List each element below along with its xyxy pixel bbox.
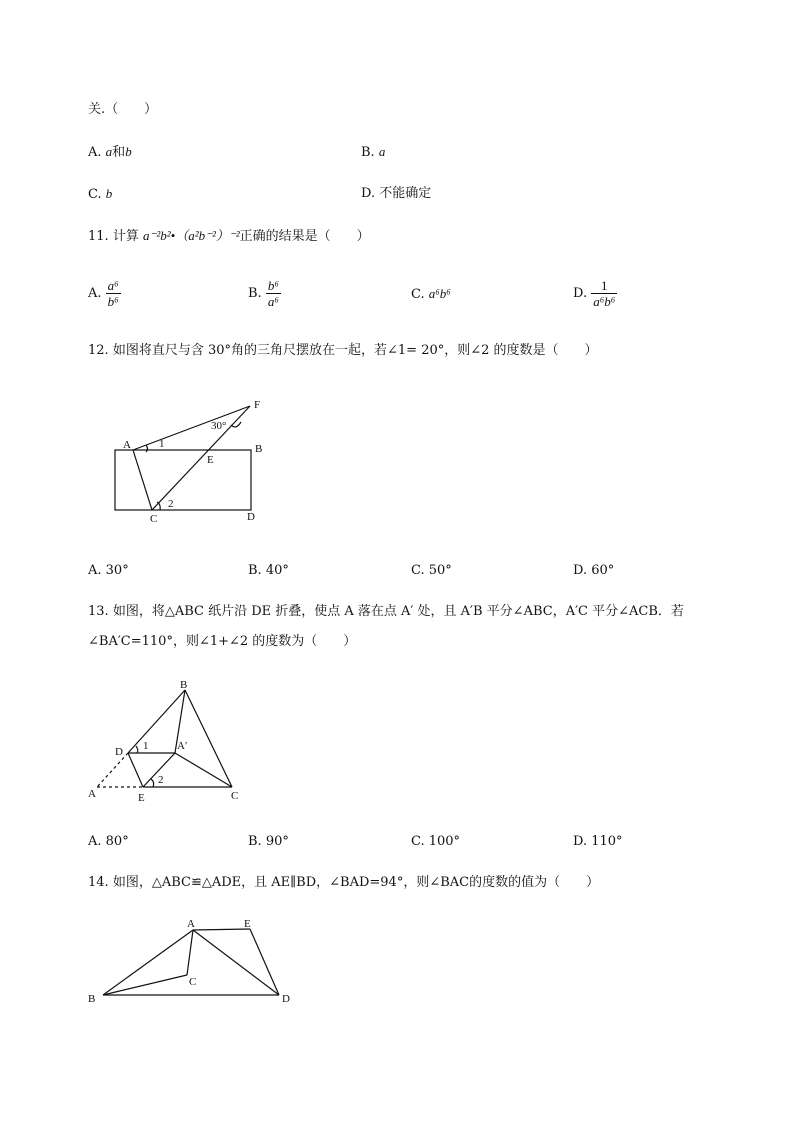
q10-stem-tail: 关.（ ） [88,102,158,117]
q13-option-a[interactable]: A. 80° [88,834,129,849]
label-a: A [88,788,96,800]
segment-ac [187,930,193,975]
q12-option-c[interactable]: C. 50° [411,563,452,578]
q13-stem-line2: ∠BA′C=110°，则∠1+∠2 的度数为（ ） [88,634,357,649]
label-c: C [231,790,239,802]
question-number: 13. [88,604,109,619]
label-1: 1 [143,740,149,752]
question-text: 如图，将△ABC 纸片沿 DE 折叠，使点 A 落在点 A′ 处，且 A′B 平分∠ABC，A′C 平分∠ACB．若 [112,604,684,619]
question-text: 正确的结果是（ ） [239,229,370,244]
label-c: C [189,976,197,988]
label-2: 2 [158,774,164,786]
label-b: B [88,993,96,1005]
label-c: C [150,513,158,525]
segment-ad [193,930,279,995]
segment-ab [103,930,193,995]
question-number: 14. [88,875,109,890]
label-a: A [123,439,131,451]
option-label: C. [411,287,425,302]
question-text: 如图，△ABC≌△ADE，且 AE∥BD，∠BAD=94°，则∠BAC的度数的值为（ ） [112,875,600,890]
q12-option-a[interactable]: A. 30° [88,563,129,578]
question-number: 11. [88,229,109,244]
option-label: D. [573,286,588,301]
option-label: C. [88,187,102,202]
label-a: A [187,918,195,930]
label-d: D [247,511,255,523]
label-30: 30° [211,420,227,432]
q12-option-d[interactable]: D. 60° [573,563,615,578]
option-var: b [105,186,113,201]
numerator: b⁶ [267,278,279,293]
math-expression: a⁶b⁶ [428,286,451,301]
option-label: A. [88,286,102,301]
option-var: b [125,144,132,159]
label-b: B [180,679,188,691]
option-label: B. [248,286,262,301]
question-text: 计算 [112,229,139,244]
numerator: 1 [591,278,617,294]
denominator: b⁶ [107,294,119,309]
denominator: a⁶b⁶ [593,294,616,309]
option-label: B. [361,145,375,160]
label-d: D [115,746,123,758]
option-var: a [105,144,113,159]
q13-option-b[interactable]: B. 90° [248,834,289,849]
label-b: B [255,443,263,455]
option-text: 和 [112,145,126,160]
denominator: a⁶ [267,294,279,309]
label-1: 1 [159,438,165,450]
label-2: 2 [168,498,174,510]
segment-cb [103,975,187,995]
segment-ae [193,929,250,930]
option-label: A. [88,145,102,160]
q13-option-d[interactable]: D. 110° [573,834,623,849]
segment-ed [250,929,279,995]
label-e: E [244,918,251,930]
question-number: 12. [88,343,109,358]
option-text: 不能确定 [379,186,432,201]
q12-option-b[interactable]: B. 40° [248,563,289,578]
label-e: E [207,454,214,466]
q13-option-c[interactable]: C. 100° [411,834,461,849]
math-expression: a⁻²b²•（a²b⁻²）⁻² [142,228,240,243]
label-f: F [254,399,261,411]
option-var: a [378,144,386,159]
label-e: E [138,792,145,804]
question-text: 如图将直尺与含 30°角的三角尺摆放在一起，若∠1= 20°，则∠2 的度数是（ ） [112,343,598,358]
label-a-prime: A′ [177,740,188,752]
option-label: D. [361,186,376,201]
numerator: a⁶ [107,278,119,293]
label-d: D [282,993,290,1005]
